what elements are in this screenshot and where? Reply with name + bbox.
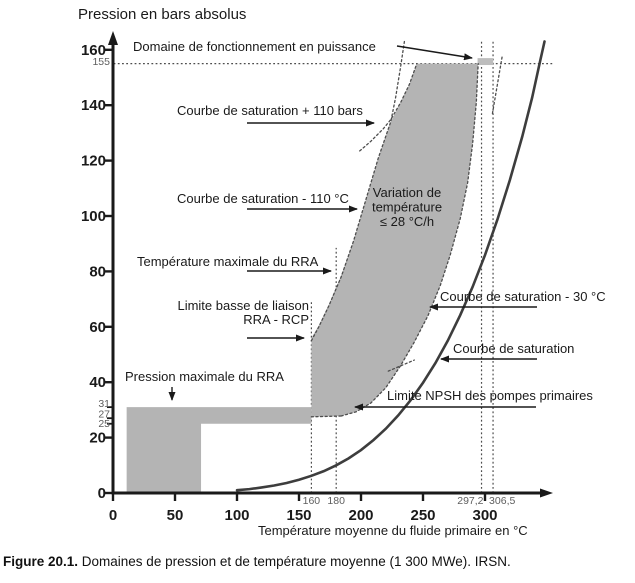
y-special-label-25: 25 (98, 418, 110, 430)
y-tick-label-80: 80 (89, 263, 106, 281)
label-courbe-saturation-moins-110-c: Courbe de saturation - 110 °C (177, 191, 349, 206)
figure-caption-number: Figure 20.1. (3, 554, 79, 569)
y-special-label-155: 155 (92, 56, 110, 68)
label-courbe-saturation: Courbe de saturation (453, 341, 575, 356)
region-domaine-fonctionnement-puissance (478, 58, 494, 65)
figure-caption-text: Domaines de pression et de température moyenne (1 300 MWe). IRSN. (78, 554, 511, 569)
y-tick-label-160: 160 (80, 41, 106, 59)
y-axis-title: Pression en bars absolus (78, 6, 247, 23)
x-tick-label-0: 0 (108, 507, 118, 524)
label-limite-npsh-pompes-primaires: Limite NPSH des pompes primaires (387, 388, 593, 403)
x-tick-label-250: 250 (410, 507, 436, 524)
y-tick-label-100: 100 (80, 208, 106, 225)
x-tick-label-50: 50 (166, 507, 184, 524)
region-domaine-rra (127, 407, 312, 493)
label-variation-temperature-line-3: ≤ 28 °C/h (379, 214, 435, 229)
label-courbe-saturation-plus-110-bars: Courbe de saturation + 110 bars (177, 103, 363, 118)
label-variation-temperature-line-2: température (371, 199, 443, 215)
x-special-label-297,2: 297,2 (457, 495, 484, 507)
curve-limite-npsh (311, 416, 341, 417)
x-tick-label-100: 100 (224, 507, 250, 524)
y-special-label-27: 27 (98, 408, 110, 421)
y-tick-label-140: 140 (80, 97, 106, 115)
x-special-label-180: 180 (327, 495, 345, 507)
x-tick-label-200: 200 (348, 507, 374, 524)
label-pression-maximale-rra: Pression maximale du RRA (125, 369, 284, 384)
label-courbe-saturation-moins-30-c: Courbe de saturation - 30 °C (440, 289, 606, 304)
y-tick-label-20: 20 (89, 429, 106, 447)
label-variation-temperature-line-1: Variation de (372, 185, 442, 200)
y-tick-label-0: 0 (97, 485, 106, 502)
label-limite-basse-liaison-rra-rcp-line-1: Limite basse de liaison (177, 298, 309, 313)
x-tick-label-300: 300 (472, 507, 498, 524)
y-axis-arrowhead-icon (108, 31, 118, 45)
x-axis-title: Température moyenne du fluide primaire en °C (258, 523, 528, 538)
x-tick-label-150: 150 (286, 507, 312, 524)
x-axis-arrowhead-icon (540, 489, 553, 498)
y-tick-label-40: 40 (89, 374, 106, 392)
x-special-label-306,5: 306,5 (489, 495, 516, 507)
label-temperature-maximale-rra: Température maximale du RRA (137, 254, 319, 269)
label-domaine-fonctionnement-puissance: Domaine de fonctionnement en puissance (133, 39, 376, 54)
figure-caption (3, 554, 511, 569)
y-special-label-31: 31 (98, 398, 110, 410)
y-tick-label-60: 60 (89, 318, 106, 336)
label-limite-basse-liaison-rra-rcp-line-2: RRA - RCP (243, 312, 309, 327)
label-domaine-fonctionnement-puissance-arrow-icon (397, 46, 472, 58)
y-tick-label-120: 120 (80, 152, 106, 170)
x-special-label-160: 160 (302, 495, 321, 507)
